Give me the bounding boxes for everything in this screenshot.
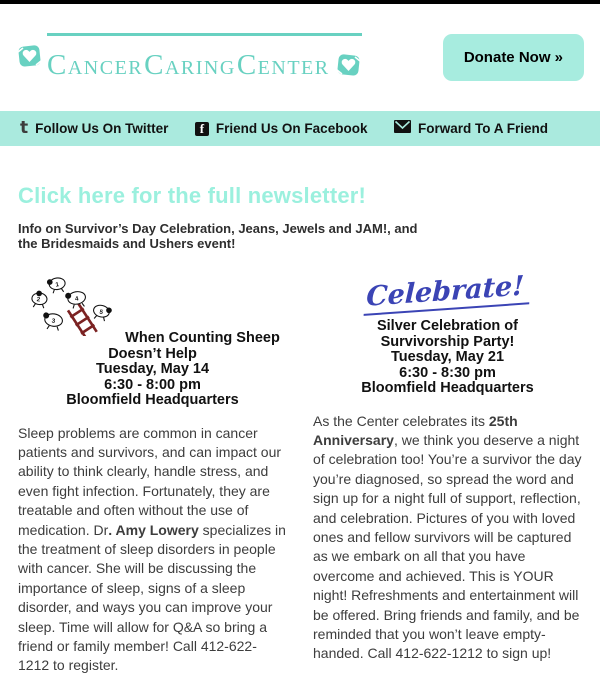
logo-word-center: CENTER — [236, 48, 330, 81]
event-time: 6:30 - 8:30 pm — [399, 364, 496, 381]
intro-subtext — [18, 221, 582, 251]
event-column-sheep — [18, 274, 287, 676]
event-header — [18, 331, 287, 409]
event-time: 6:30 - 8:00 pm — [104, 376, 201, 393]
event-date: Tuesday, May 21 — [390, 349, 505, 365]
event-location: Bloomfield Headquarters — [66, 392, 239, 408]
event-header — [313, 319, 582, 397]
friend-facebook-link[interactable] — [195, 121, 368, 136]
svg-text:1: 1 — [55, 281, 60, 289]
forward-friend-link[interactable] — [394, 120, 548, 138]
social-label: Friend Us On Facebook — [215, 121, 368, 136]
event-location: Bloomfield Headquarters — [361, 380, 534, 396]
full-newsletter-link[interactable]: Click here for the full newsletter! — [18, 183, 367, 208]
follow-twitter-link[interactable] — [20, 118, 169, 138]
svg-text:2: 2 — [36, 296, 41, 304]
logo-word-caring: CARING — [144, 48, 236, 81]
svg-text:3: 3 — [51, 317, 56, 325]
event-title-line: When Counting Sheep — [125, 330, 280, 346]
intro-subtext-line: the Bridesmaids and Ushers event! — [18, 236, 236, 251]
event-body: Sleep problems are common in cancer patients and survivors, and can impact our ability to think clearly, handle stress, and even fight infection. Fortunately, they are treatable and often without the use of medication. Dr. Amy Lowery specializes in the treatment of sleep disorders in people with cancer. She will be discussing the importance of sleep, signs of a sleep disorder, and ways you can improve your sleep. Time will allow for Q&A so bring a friend or family member! Call 412-622-1212 to register. — [18, 424, 286, 674]
event-title-line: Survivorship Party! — [380, 333, 515, 350]
logo-word-cancer: CANCER — [47, 48, 144, 81]
social-label: Forward To A Friend — [417, 121, 548, 136]
logo-wordmark — [47, 50, 331, 83]
twitter-icon: t — [20, 118, 29, 138]
event-column-celebrate — [313, 270, 582, 676]
heart-in-hands-icon — [16, 43, 43, 74]
social-bar — [0, 111, 600, 146]
facebook-icon: f — [195, 122, 209, 136]
events-section — [0, 251, 600, 676]
social-label: Follow Us On Twitter — [35, 121, 169, 136]
celebrate-script-image — [313, 270, 582, 316]
event-body: As the Center celebrates its 25th Anniversary, we think you deserve a night of celebration too! You’re a survivor the day you’re diagnosed, so spread the word and sign up for a night full of support, reflection, and celebration. Pictures of you with loved ones and fellow survivors will be captured as we embark on all that you have overcome and achieved. This is YOUR night! Refreshments and entertainment will be offered. Bring friends and family, and be reminded that you won’t leave empty-handed. Call 412-622-1212 to sign up! — [313, 412, 582, 662]
svg-text:5: 5 — [98, 308, 104, 317]
donate-now-button[interactable]: Donate Now » — [443, 34, 584, 81]
heart-in-hands-icon — [335, 52, 362, 83]
logo-text-block — [47, 33, 362, 83]
event-title-line: Silver Celebration of — [376, 318, 518, 334]
cancer-caring-center-logo[interactable] — [16, 33, 362, 83]
envelope-icon — [394, 120, 411, 138]
header — [0, 4, 600, 111]
intro-section — [0, 146, 600, 251]
intro-subtext-line: Info on Survivor’s Day Celebration, Jeans, Jewels and JAM!, and — [18, 221, 418, 236]
svg-text:4: 4 — [74, 295, 80, 303]
celebrate-script-text: Celebrate! — [364, 270, 531, 316]
event-date: Tuesday, May 14 — [95, 361, 210, 377]
logo-double-rule — [47, 33, 362, 36]
event-title-line: Doesn’t Help — [108, 345, 197, 362]
counting-sheep-image — [24, 274, 116, 336]
